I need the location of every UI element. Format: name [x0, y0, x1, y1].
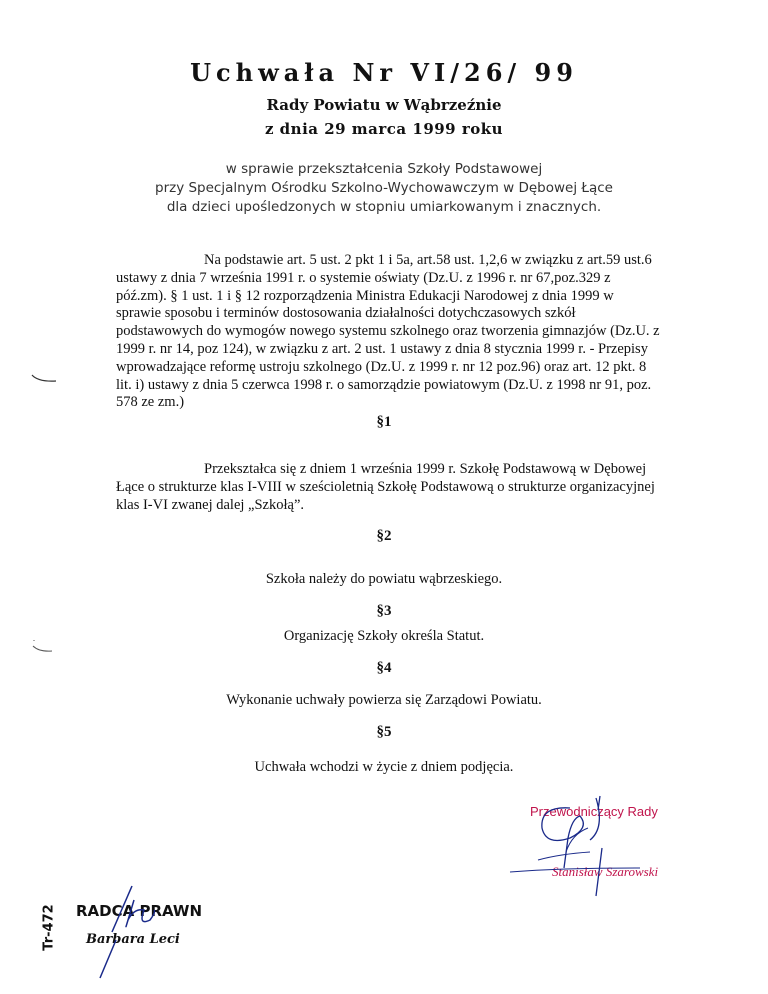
- signature-name: Stanisław Szarowski: [552, 864, 659, 879]
- legal-line: wprowadzające reformę ustroju szkolnego (Dz.U. z 1999 r. nr 12 poz.96) oraz art. 12 pkt. 8: [116, 358, 647, 375]
- paragraph-2-text: Szkoła należy do powiatu wąbrzeskiego.: [265, 571, 503, 587]
- issuer-line: Rady Powiatu w Wąbrzeźnie: [266, 96, 502, 114]
- handwritten-signature-icon: [500, 788, 700, 898]
- paragraph-line: klas I-VI zwanej dalej „Szkołą”.: [116, 497, 305, 513]
- subject-line: przy Specjalnym Ośrodku Szkolno-Wychowawczym w Dębowej Łące: [155, 180, 613, 196]
- paragraph-symbol: §3: [376, 603, 392, 619]
- chairman-signature: [500, 798, 700, 898]
- stamp-name: Barbara Leci: [86, 932, 180, 947]
- paragraph-symbol: §2: [376, 528, 392, 544]
- margin-mark: [30, 372, 60, 386]
- document-title: Uchwała Nr VI/26/ 99: [190, 58, 578, 87]
- paragraph-3-text: Organizację Szkoły określa Statut.: [283, 628, 485, 644]
- paragraph-4-text: Wykonanie uchwały powierza się Zarządowi Powiatu.: [226, 692, 542, 708]
- stamp-code: Tr-472: [41, 904, 57, 951]
- paragraph-1-text: [116, 460, 716, 514]
- legal-line: 1999 r. nr 14, poz 124), w związku z art. 2 ust. 1 ustawy z dnia 8 stycznia 1999 r. - Przepisy: [116, 340, 648, 357]
- legal-line: Na podstawie art. 5 ust. 2 pkt 1 i 5a, art.58 ust. 1,2,6 w związku z art.59 ust.6: [204, 252, 652, 268]
- signature-role: Przewodniczący Rady: [530, 804, 658, 819]
- paragraph-symbol: §1: [376, 414, 392, 430]
- paragraph-5-text: Uchwała wchodzi w życie z dniem podjęcia.: [254, 759, 514, 775]
- legal-line: póź.zm). § 1 ust. 1 i § 12 rozporządzenia Ministra Edukacji Narodowej z dnia 1999 w: [116, 287, 614, 304]
- subject-line: w sprawie przekształcenia Szkoły Podstawowej: [225, 161, 543, 177]
- date-line: z dnia 29 marca 1999 roku: [264, 120, 504, 138]
- legal-line: 578 ze zm.): [116, 394, 185, 411]
- legal-line: sprawie sposobu i terminów dostosowania działalności dotychczasowych szkół: [116, 305, 576, 322]
- subject-line: dla dzieci upośledzonych w stopniu umiarkowanym i znacznych.: [166, 199, 602, 215]
- paragraph-line: Łące o strukturze klas I-VIII w sześcioletnią Szkołę Podstawową o strukturze organizacyjnej: [116, 479, 655, 495]
- paragraph-symbol: §5: [376, 724, 392, 740]
- subject-block: [0, 160, 768, 217]
- legal-counsel-stamp: [41, 890, 222, 980]
- stamp-title: RADCA PRAWN: [76, 902, 203, 920]
- pen-signature-icon: [62, 880, 182, 980]
- paragraph-symbol: §4: [376, 660, 392, 676]
- legal-line: ustawy z dnia 7 września 1991 r. o systemie oświaty (Dz.U. z 1996 r. nr 67,poz.329 z: [116, 269, 611, 286]
- legal-basis: [116, 252, 691, 412]
- legal-line: lit. i) ustawy z dnia 5 czerwca 1998 r. o samorządzie powiatowym (Dz.U. z 1998 nr 91, poz.: [116, 376, 652, 393]
- legal-line: podstawowych do wymogów nowego systemu szkolnego oraz tworzenia gimnazjów (Dz.U. z: [116, 323, 660, 340]
- paragraph-line: Przekształca się z dniem 1 września 1999 r. Szkołę Podstawową w Dębowej: [204, 461, 647, 477]
